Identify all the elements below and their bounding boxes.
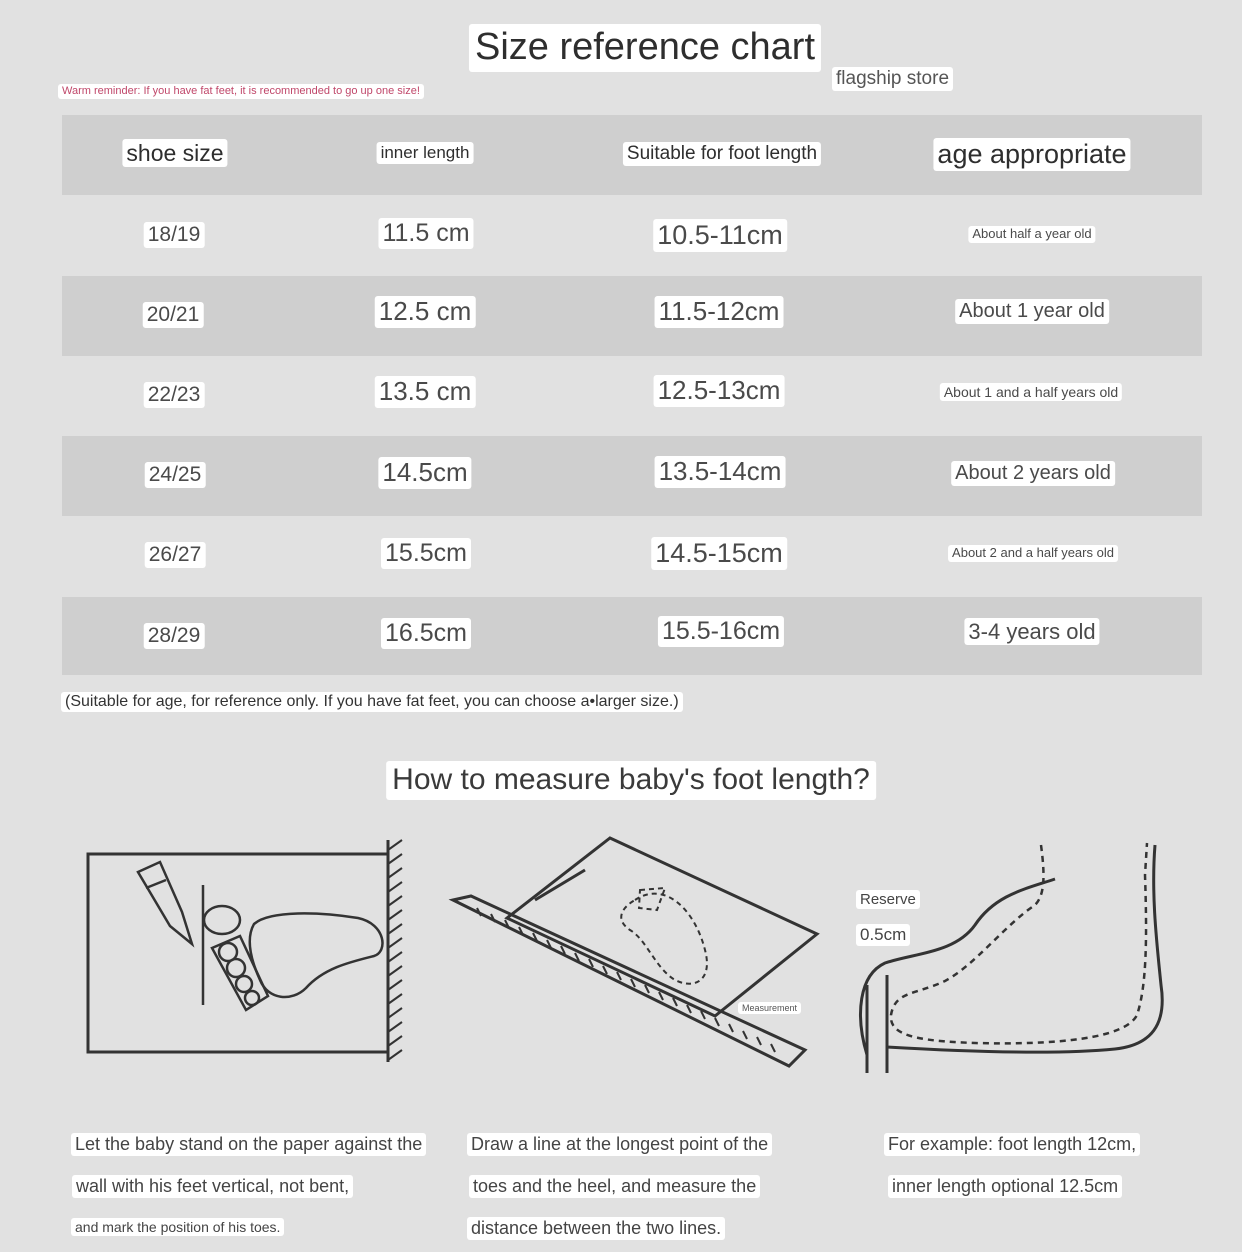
header-inner-length: inner length	[377, 142, 474, 164]
table-row-6-age: 3-4 years old	[964, 618, 1099, 645]
step2-line-1: Draw a line at the longest point of the	[467, 1133, 772, 1156]
step3-line-1: For example: foot length 12cm,	[884, 1133, 1140, 1156]
size-note: (Suitable for age, for reference only. If you have fat feet, you can choose a•larger size.)	[61, 692, 683, 712]
table-row-5-foot: 14.5-15cm	[651, 537, 787, 570]
step2-line-2: toes and the heel, and measure the	[469, 1175, 760, 1198]
table-row-2-foot: 11.5-12cm	[655, 296, 784, 328]
step1-line-1: Let the baby stand on the paper against the	[71, 1133, 426, 1156]
table-row-1-size: 18/19	[144, 222, 205, 248]
header-shoe-size: shoe size	[122, 139, 227, 167]
table-row-6-size: 28/29	[144, 623, 205, 649]
store-tag: flagship store	[832, 67, 953, 91]
table-row-2-size: 20/21	[143, 302, 204, 328]
header-foot-length: Suitable for foot length	[623, 142, 821, 166]
table-row-3-age: About 1 and a half years old	[940, 383, 1122, 401]
table-row-5-age: About 2 and a half years old	[948, 545, 1118, 562]
ruler-label: Measurement	[738, 1002, 801, 1014]
table-row-5-size: 26/27	[145, 542, 206, 568]
table-row-4-size: 24/25	[145, 462, 206, 488]
foot-on-paper-illustration	[80, 840, 410, 1070]
table-row-1-age: About half a year old	[968, 226, 1095, 243]
table-row-4-age: About 2 years old	[951, 461, 1115, 486]
reserve-value: 0.5cm	[856, 924, 910, 946]
table-row-3-size: 22/23	[144, 382, 205, 408]
measure-title: How to measure baby's foot length?	[386, 761, 876, 800]
table-row-3-inner: 13.5 cm	[375, 376, 476, 408]
shoe-reserve-illustration	[855, 835, 1185, 1080]
table-row-2-inner: 12.5 cm	[375, 296, 476, 328]
header-age: age appropriate	[933, 138, 1130, 171]
reserve-label: Reserve	[856, 890, 920, 909]
step2-line-3: distance between the two lines.	[467, 1217, 725, 1240]
page-title: Size reference chart	[469, 24, 821, 72]
step1-line-2: wall with his feet vertical, not bent,	[72, 1175, 353, 1198]
table-row-4-inner: 14.5cm	[378, 457, 471, 489]
step1-line-3: and mark the position of his toes.	[71, 1218, 284, 1236]
table-row-6-foot: 15.5-16cm	[658, 616, 784, 647]
table-row-2-age: About 1 year old	[955, 299, 1109, 324]
size-reminder: Warm reminder: If you have fat feet, it is recommended to go up one size!	[58, 84, 424, 99]
table-row-1-foot: 10.5-11cm	[653, 219, 787, 252]
table-row-4-foot: 13.5-14cm	[655, 456, 786, 488]
step3-line-2: inner length optional 12.5cm	[888, 1175, 1122, 1198]
ruler-measurement-illustration	[425, 830, 825, 1080]
table-row-5-inner: 15.5cm	[381, 538, 471, 569]
table-row-1-inner: 11.5 cm	[378, 218, 473, 249]
table-row-6-inner: 16.5cm	[381, 618, 471, 649]
table-row-3-foot: 12.5-13cm	[654, 375, 785, 407]
